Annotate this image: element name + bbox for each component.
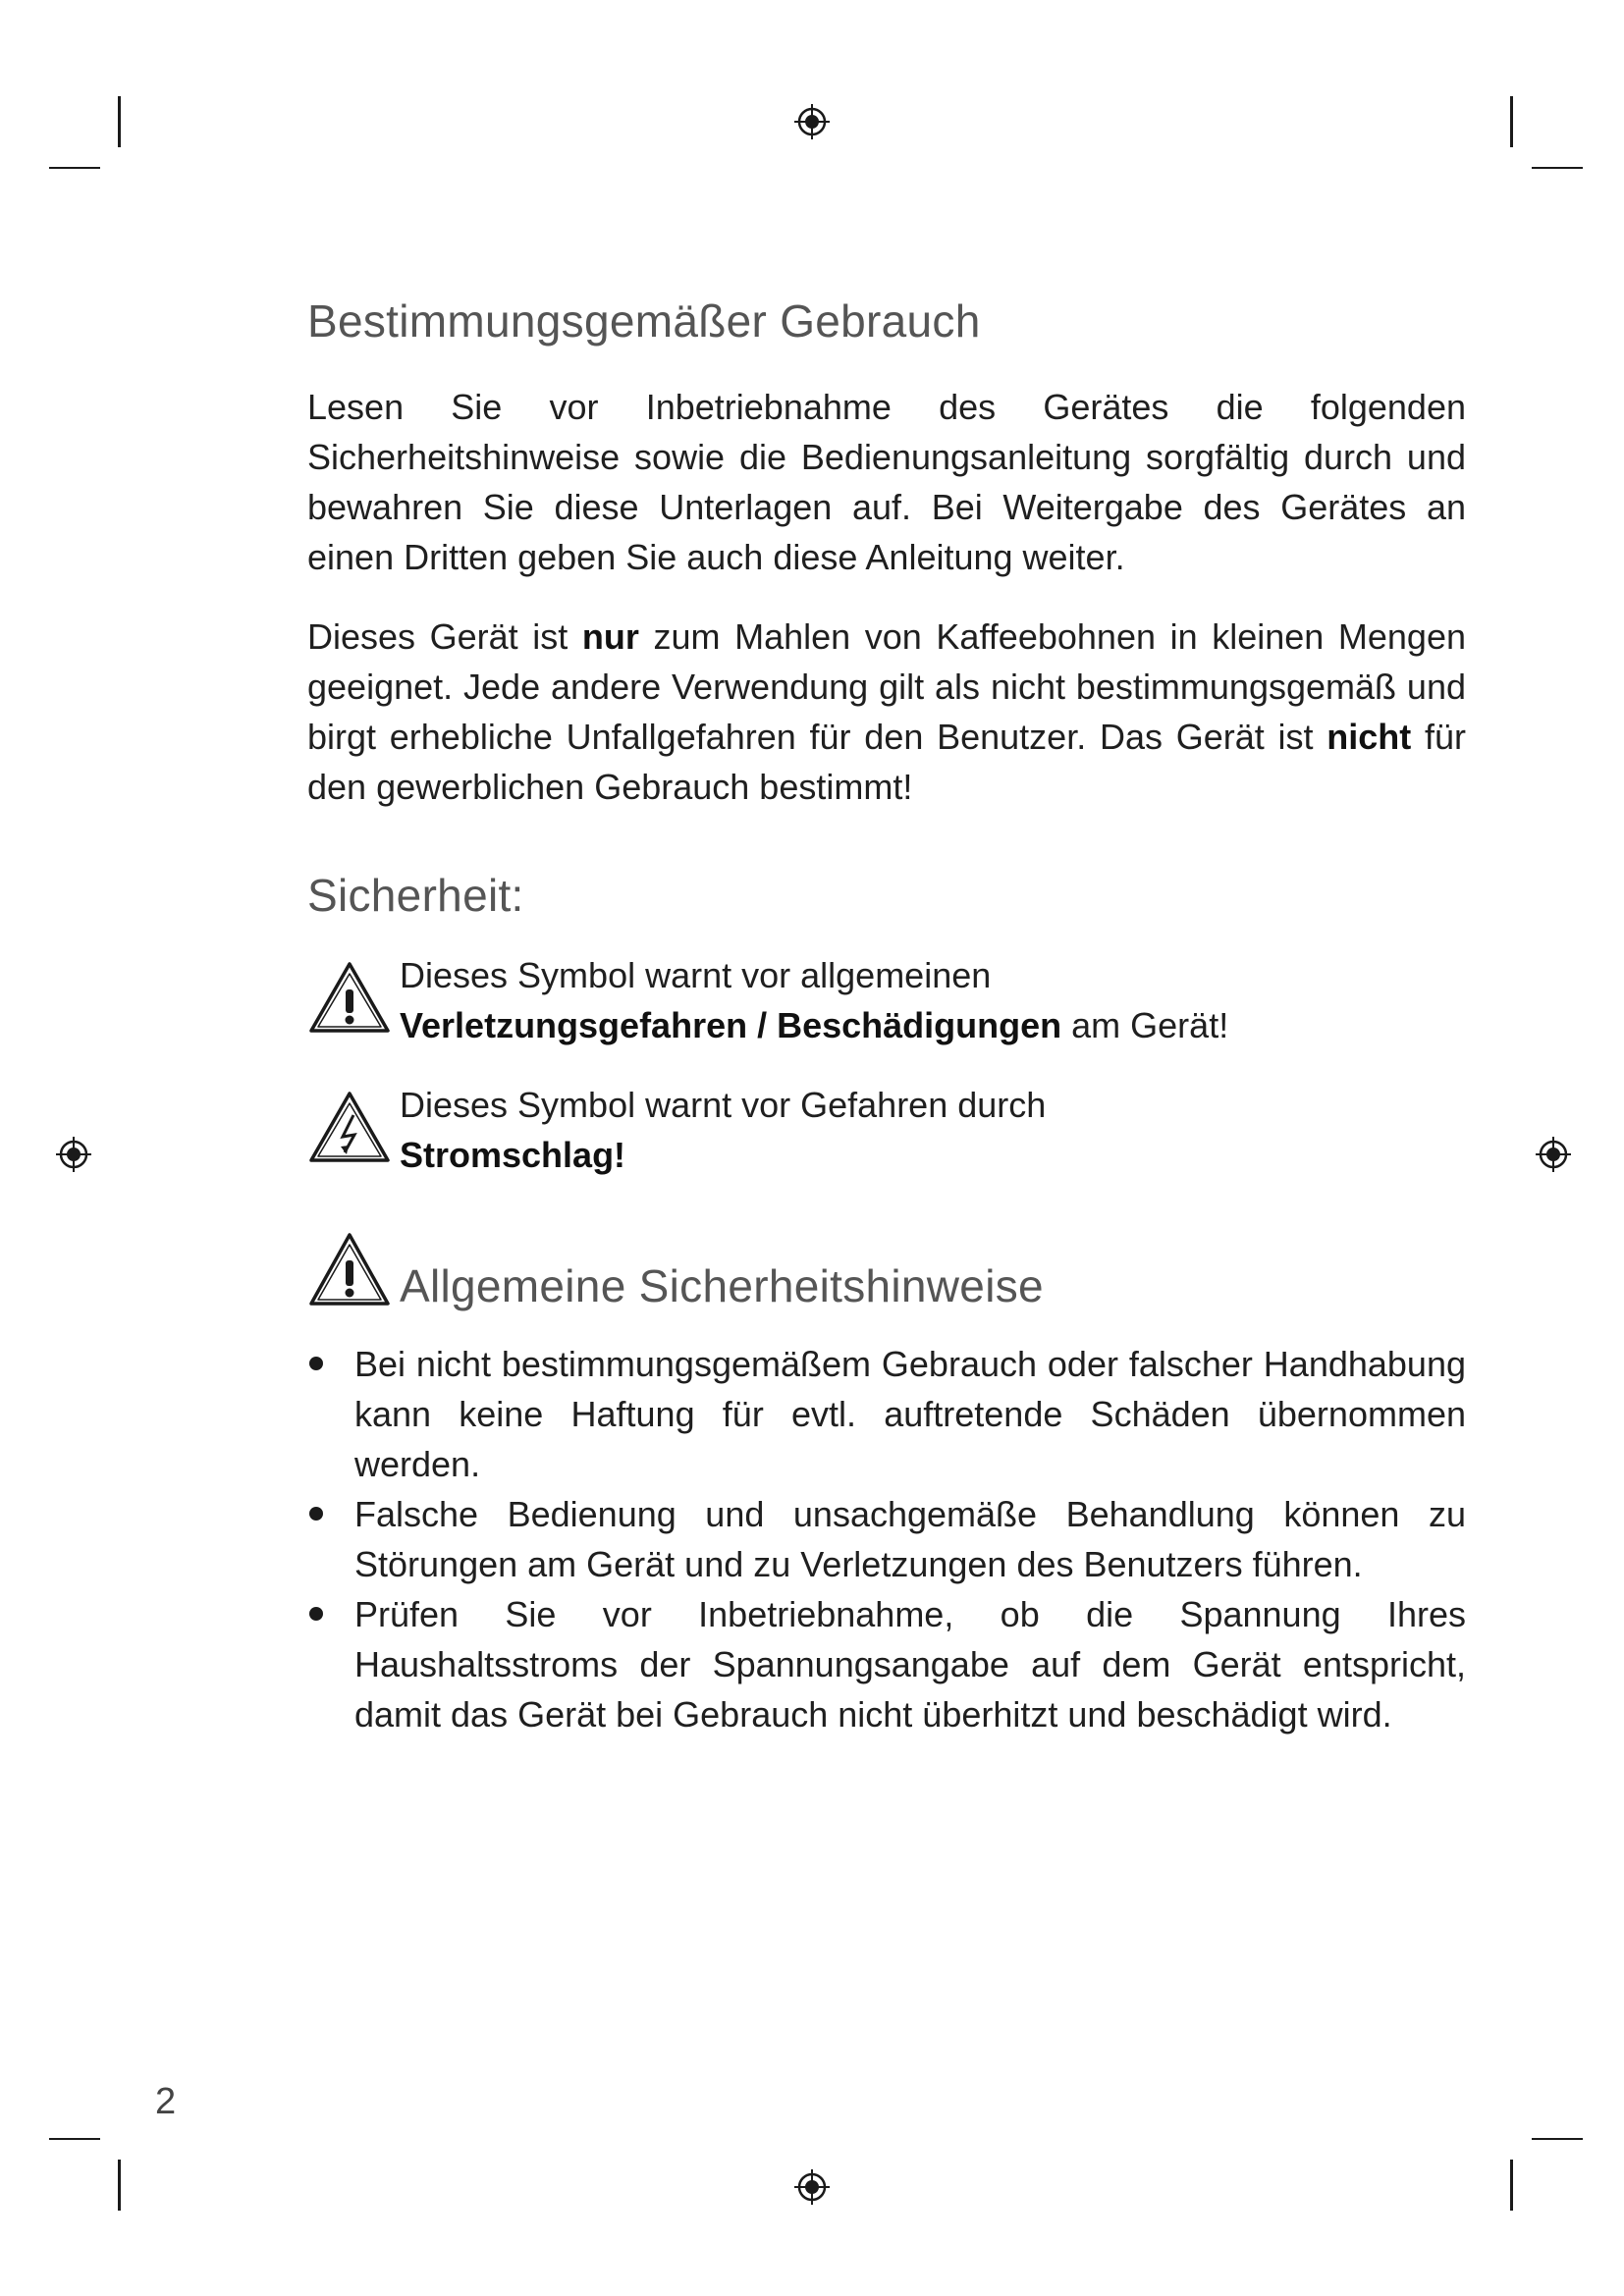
- bullet-icon: [309, 1607, 323, 1621]
- warning-general-text: Dieses Symbol warnt vor allgemeinen Verletzungsgefahren / Beschädigungen am Gerät!: [400, 955, 1229, 1046]
- intended-use-paragraph-1: Lesen Sie vor Inbetriebnahme des Gerätes die folgenden Sicherheitshinweise sowie die Bedienungsanleitung sorgfältig durch und bewahren Sie diese Unterlagen auf. Bei Weitergabe des Gerätes an einen Dritten geben Sie auch diese Anleitung weiter.: [307, 387, 1466, 578]
- registration-mark-icon: [54, 1135, 93, 1174]
- list-item: Prüfen Sie vor Inbetriebnahme, ob die Spannung Ihres Haushaltsstroms der Spannungsangabe auf dem Gerät entspricht, damit das Gerät bei Gebrauch nicht überhitzt und beschädigt wird.: [307, 1589, 1466, 1739]
- warning-electric-shock-text: Dieses Symbol warnt vor Gefahren durch Stromschlag!: [400, 1085, 1047, 1176]
- crop-mark: [118, 96, 121, 147]
- safety-bullet-list: [307, 1339, 1466, 1739]
- crop-mark: [1510, 96, 1513, 147]
- bullet-icon: [309, 1507, 323, 1521]
- warning-general: [307, 950, 1466, 1050]
- crop-mark: [1532, 167, 1583, 169]
- warning-electric-shock: [307, 1080, 1466, 1180]
- registration-mark-icon: [792, 102, 832, 141]
- warning-exclamation-icon: [307, 1231, 392, 1309]
- section-title-general-safety: Allgemeine Sicherheitshinweise: [400, 1260, 1044, 1312]
- warning-exclamation-icon: [307, 960, 392, 1035]
- section-title-safety: Sicherheit:: [307, 870, 524, 922]
- emphasis-nur: nur: [581, 616, 639, 658]
- crop-mark: [1510, 2160, 1513, 2211]
- registration-mark-icon: [1534, 1135, 1573, 1174]
- intended-use-paragraph-2: Dieses Gerät ist nur zum Mahlen von Kaffeebohnen in kleinen Mengen geeignet. Jede andere Verwendung gilt als nicht bestimmungsgemäß und birgt erhebliche Unfallgefahren für den Benutzer. Das Gerät ist nicht für den gewerblichen Gebrauch bestimmt!: [307, 616, 1466, 808]
- section-title-intended-use: Bestimmungsgemäßer Gebrauch: [307, 295, 981, 347]
- list-item: Falsche Bedienung und unsachgemäße Behandlung können zu Störungen am Gerät und zu Verletzungen des Benutzers führen.: [307, 1489, 1466, 1589]
- crop-mark: [1532, 2138, 1583, 2140]
- page-number: 2: [155, 2081, 177, 2122]
- page-content: [307, 294, 1466, 1739]
- registration-mark-icon: [792, 2167, 832, 2207]
- list-item: Bei nicht bestimmungsgemäßem Gebrauch oder falscher Handhabung kann keine Haftung für evtl. auftretende Schäden übernommen werden.: [307, 1339, 1466, 1489]
- electric-shock-icon: [307, 1090, 392, 1164]
- section-title-general-safety-row: [307, 1231, 1466, 1312]
- bullet-icon: [309, 1357, 323, 1370]
- crop-mark: [118, 2160, 121, 2211]
- crop-mark: [49, 167, 100, 169]
- crop-mark: [49, 2138, 100, 2140]
- emphasis-nicht: nicht: [1326, 717, 1412, 758]
